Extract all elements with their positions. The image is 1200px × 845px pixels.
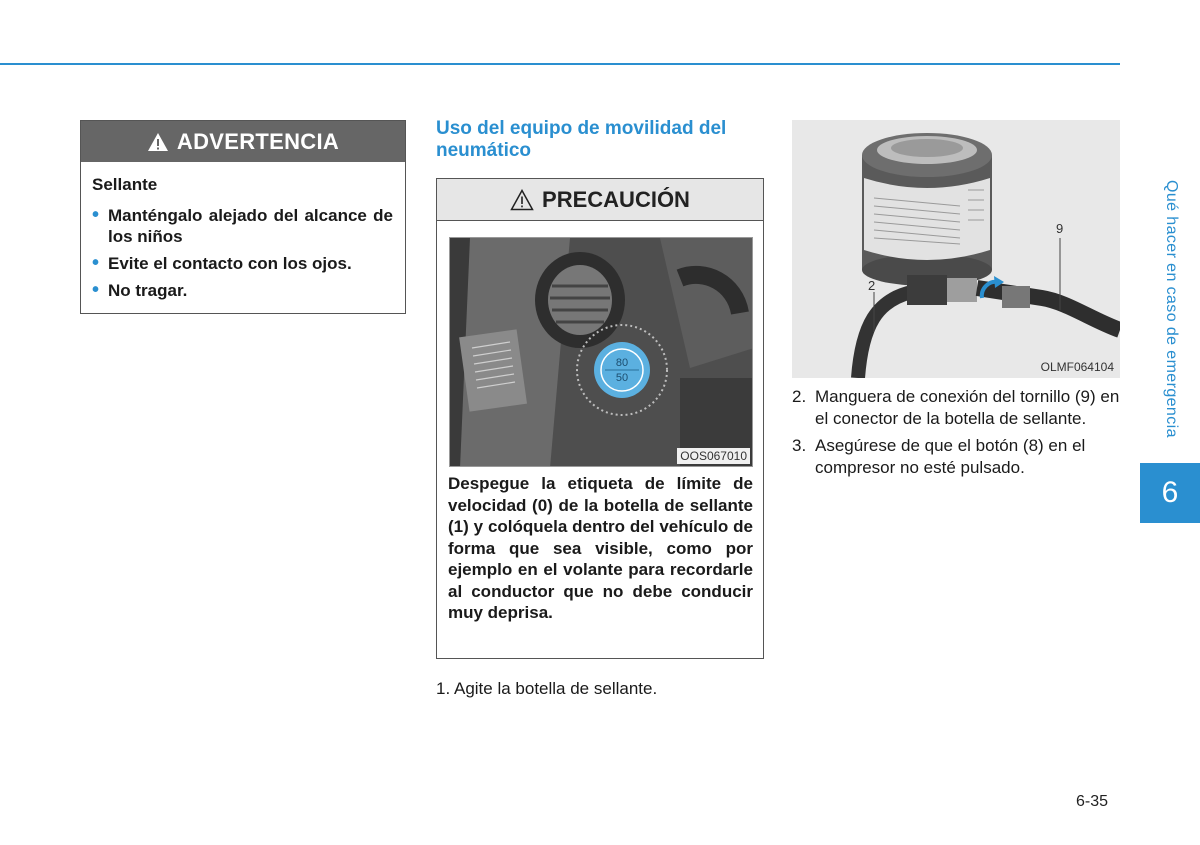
figure-code: OLMF064104 xyxy=(1040,360,1114,374)
figure-code: OOS067010 xyxy=(677,448,750,464)
section-title: Uso del equipo de movilidad del neumático xyxy=(436,118,727,161)
dashboard-figure xyxy=(449,237,753,467)
step-text: Agite la botella de sellante. xyxy=(453,679,658,698)
warning-header xyxy=(81,121,405,162)
callout-9: 9 xyxy=(1056,221,1064,236)
step-text: Asegúrese de que el botón (8) en el compresor no esté pulsado. xyxy=(815,436,1086,477)
step-number: 1. xyxy=(436,679,451,698)
top-rule xyxy=(0,63,1120,65)
step-2 xyxy=(792,386,1122,429)
dashboard-illustration xyxy=(450,238,753,467)
warning-title: ADVERTENCIA xyxy=(176,128,340,154)
sealant-bottle-figure xyxy=(792,120,1120,378)
step-number: 3. xyxy=(792,436,807,455)
steps-list xyxy=(792,386,1122,484)
warning-item: • Manténgalo alejado del alcance de los niños xyxy=(92,205,393,247)
warning-item: • Evite el contacto con los ojos. xyxy=(92,253,393,274)
chapter-number-tab: 6 xyxy=(1140,463,1200,523)
warning-triangle-icon xyxy=(147,132,169,152)
step-3 xyxy=(792,435,1122,478)
caution-triangle-icon xyxy=(510,189,534,211)
caution-text: Despegue la etiqueta de límite de velocidad (0) de la botella de sellante (1) y colóquela dentro del vehículo de forma que sea visible, como por ejemplo en el volante para recordarle al conductor que no debe conducir muy deprisa. xyxy=(448,474,753,622)
sealant-bottle-illustration xyxy=(792,120,1120,378)
warning-list xyxy=(92,205,393,301)
caution-header xyxy=(437,179,763,221)
caution-box xyxy=(436,178,764,659)
caution-title: PRECAUCIÓN xyxy=(542,186,690,212)
warning-item: • No tragar. xyxy=(92,280,393,301)
chapter-title: Qué hacer en caso de emergencia xyxy=(1163,180,1180,438)
page-number: 6-35 xyxy=(1076,793,1109,810)
step-number: 2. xyxy=(792,387,807,406)
warning-subtitle: Sellante xyxy=(92,175,158,194)
speed-label-50: 50 xyxy=(615,372,629,384)
callout-2: 2 xyxy=(868,278,876,293)
warning-box xyxy=(80,120,406,314)
step-1 xyxy=(436,678,657,699)
speed-label-80: 80 xyxy=(615,357,629,369)
step-text: Manguera de conexión del tornillo (9) en el conector de la botella de sellante. xyxy=(815,387,1120,428)
